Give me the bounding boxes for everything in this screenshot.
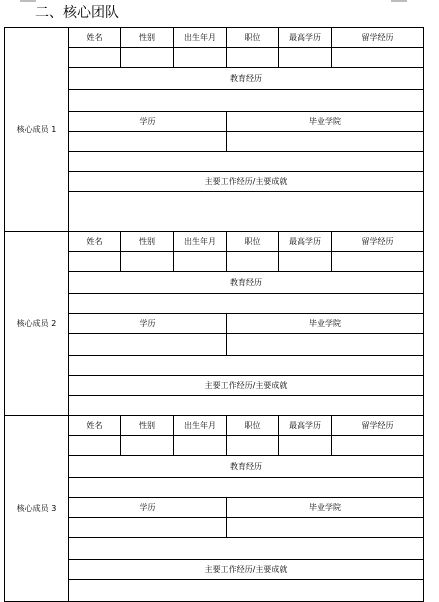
- education-blank-cell[interactable]: [69, 90, 424, 112]
- header-gender: 性别: [121, 416, 174, 436]
- header-birth: 出生年月: [174, 416, 227, 436]
- abroad-cell[interactable]: [332, 48, 424, 68]
- education-degree-label: 学历: [69, 314, 227, 334]
- graduate-school-label: 毕业学院: [227, 498, 424, 518]
- header-name: 姓名: [69, 28, 121, 48]
- name-cell[interactable]: [69, 436, 121, 456]
- member-2-header-row: [5, 232, 424, 252]
- work-blank-cell[interactable]: [69, 396, 424, 416]
- education-label: 教育经历: [69, 272, 424, 294]
- header-position: 职位: [227, 28, 279, 48]
- name-cell[interactable]: [69, 48, 121, 68]
- school-blank-cell[interactable]: [227, 132, 424, 152]
- header-degree: 最高学历: [279, 416, 332, 436]
- education-degree-label: 学历: [69, 112, 227, 132]
- member-1-header-row: [5, 28, 424, 48]
- header-name: 姓名: [69, 232, 121, 252]
- page-corner-mark-right: [391, 0, 407, 2]
- member-3-label: 核心成员 3: [5, 416, 69, 602]
- position-cell[interactable]: [227, 252, 279, 272]
- graduate-school-label: 毕业学院: [227, 314, 424, 334]
- degree-cell[interactable]: [279, 48, 332, 68]
- empty-cell[interactable]: [69, 152, 424, 172]
- header-abroad: 留学经历: [332, 28, 424, 48]
- graduate-school-label: 毕业学院: [227, 112, 424, 132]
- core-team-table: [4, 27, 424, 602]
- work-blank-cell[interactable]: [69, 192, 424, 232]
- header-degree: 最高学历: [279, 232, 332, 252]
- header-position: 职位: [227, 416, 279, 436]
- member-1-label: 核心成员 1: [5, 28, 69, 232]
- empty-cell[interactable]: [69, 538, 424, 560]
- degree-blank-cell[interactable]: [69, 518, 227, 538]
- education-degree-label: 学历: [69, 498, 227, 518]
- abroad-cell[interactable]: [332, 252, 424, 272]
- birth-cell[interactable]: [174, 436, 227, 456]
- work-blank-cell[interactable]: [69, 580, 424, 602]
- degree-blank-cell[interactable]: [69, 132, 227, 152]
- work-label: 主要工作经历/主要成就: [69, 172, 424, 192]
- birth-cell[interactable]: [174, 48, 227, 68]
- page-corner-mark-left: [20, 0, 36, 2]
- birth-cell[interactable]: [174, 252, 227, 272]
- degree-blank-cell[interactable]: [69, 334, 227, 356]
- name-cell[interactable]: [69, 252, 121, 272]
- education-label: 教育经历: [69, 68, 424, 90]
- abroad-cell[interactable]: [332, 436, 424, 456]
- section-title: 二、核心团队: [35, 5, 119, 21]
- position-cell[interactable]: [227, 436, 279, 456]
- gender-cell[interactable]: [121, 436, 174, 456]
- position-cell[interactable]: [227, 48, 279, 68]
- education-blank-cell[interactable]: [69, 478, 424, 498]
- header-abroad: 留学经历: [332, 232, 424, 252]
- header-birth: 出生年月: [174, 28, 227, 48]
- education-label: 教育经历: [69, 456, 424, 478]
- gender-cell[interactable]: [121, 252, 174, 272]
- school-blank-cell[interactable]: [227, 334, 424, 356]
- header-degree: 最高学历: [279, 28, 332, 48]
- degree-cell[interactable]: [279, 436, 332, 456]
- header-abroad: 留学经历: [332, 416, 424, 436]
- header-position: 职位: [227, 232, 279, 252]
- member-2-label: 核心成员 2: [5, 232, 69, 416]
- empty-cell[interactable]: [69, 356, 424, 376]
- member-3-header-row: [5, 416, 424, 436]
- header-birth: 出生年月: [174, 232, 227, 252]
- gender-cell[interactable]: [121, 48, 174, 68]
- work-label: 主要工作经历/主要成就: [69, 560, 424, 580]
- header-name: 姓名: [69, 416, 121, 436]
- school-blank-cell[interactable]: [227, 518, 424, 538]
- education-blank-cell[interactable]: [69, 294, 424, 314]
- work-label: 主要工作经历/主要成就: [69, 376, 424, 396]
- header-gender: 性别: [121, 232, 174, 252]
- header-gender: 性别: [121, 28, 174, 48]
- degree-cell[interactable]: [279, 252, 332, 272]
